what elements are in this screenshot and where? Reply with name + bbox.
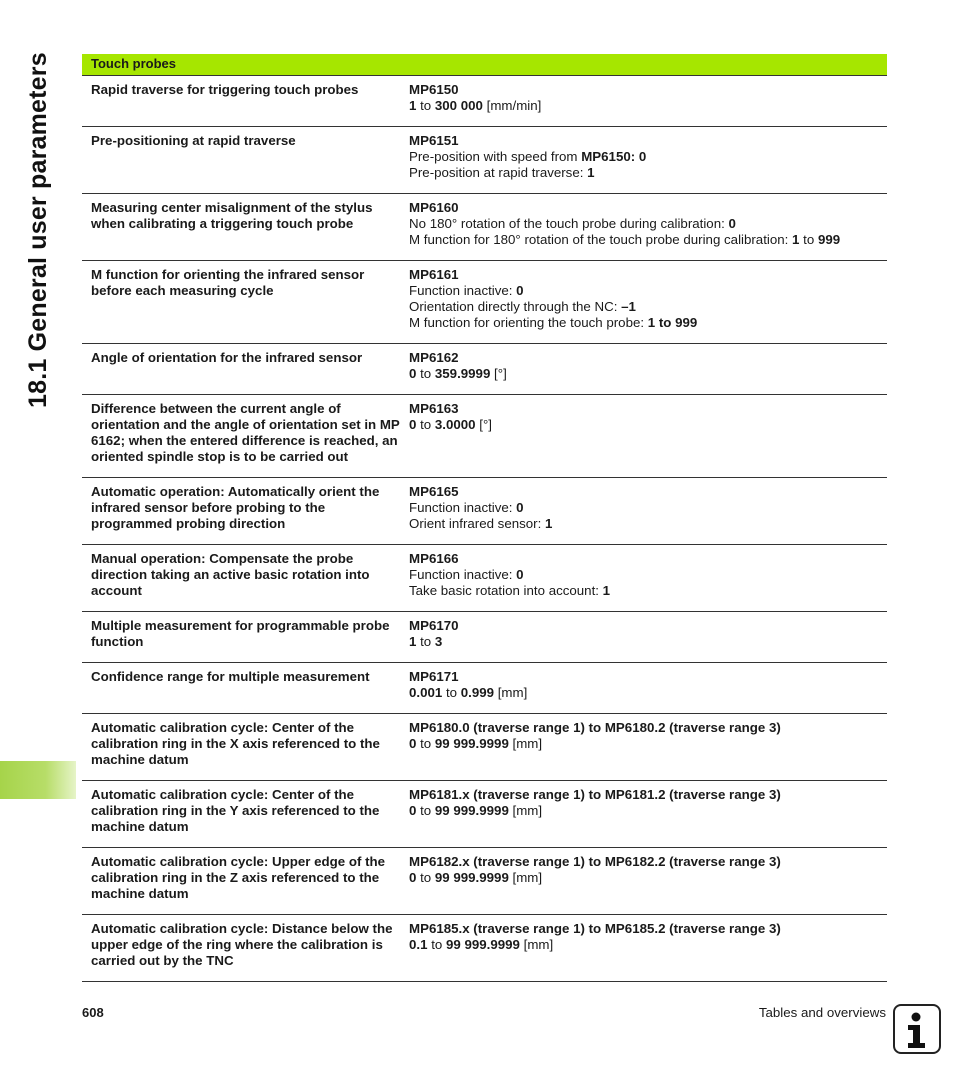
parameter-value-line [409,634,887,650]
value-text: to [442,685,461,700]
table-row [82,395,887,478]
value-text: [mm] [508,736,543,751]
parameter-value-line [409,516,887,532]
value-emphasis: 0.999 [460,685,495,700]
value-emphasis: 1 [602,583,611,598]
chapter-tab-marker [0,761,76,799]
value-emphasis: 0 [409,736,417,751]
parameter-value-line [409,315,887,331]
parameter-value-cell [400,76,887,126]
value-text: [mm/min] [482,98,542,113]
parameter-value-cell [400,478,887,544]
parameter-value-line [409,299,887,315]
table-row [82,714,887,781]
parameter-table [82,54,887,982]
table-row [82,261,887,344]
value-text: No 180° rotation of the touch probe during calibration: [409,216,729,231]
parameter-description: Angle of orientation for the infrared sensor [91,350,363,365]
parameter-description: Automatic calibration cycle: Center of the calibration ring in the X axis referenced to the machine datum [91,720,380,767]
parameter-description: Confidence range for multiple measurement [91,669,370,684]
parameter-value-cell [400,395,887,477]
parameter-value-cell [400,261,887,343]
parameter-value-line [409,149,887,165]
table-row [82,344,887,395]
table-row [82,781,887,848]
value-emphasis: 3.0000 [434,417,476,432]
machine-parameter-id: MP6170 [409,618,459,633]
parameter-value-line [409,232,887,248]
parameter-value-line [409,98,887,114]
value-text: to [416,803,435,818]
table-row [82,545,887,612]
value-text: [mm] [508,870,543,885]
table-row [82,194,887,261]
value-text: to [799,232,818,247]
table-row [82,663,887,714]
value-text: Function inactive: [409,283,517,298]
value-text: [mm] [508,803,543,818]
value-emphasis: MP6150: 0 [581,149,647,164]
value-text: to [427,937,446,952]
parameter-value-cell [400,848,887,914]
value-emphasis: 1 [587,165,595,180]
parameter-value-line [409,417,887,433]
parameter-value-line [409,216,887,232]
machine-parameter-id: MP6165 [409,484,459,499]
chapter-side-title [22,0,62,410]
value-emphasis: 1 [409,98,417,113]
value-emphasis: 300 000 [434,98,483,113]
value-emphasis: 999 [817,232,841,247]
parameter-value-line [409,366,887,382]
machine-parameter-id: MP6163 [409,401,459,416]
machine-parameter-id: MP6180.0 (traverse range 1) to MP6180.2 (traverse range 3) [409,720,781,735]
value-emphasis: 99 999.9999 [445,937,520,952]
table-row [82,76,887,127]
value-text: to [416,736,435,751]
machine-parameter-id: MP6185.x (traverse range 1) to MP6185.2 (traverse range 3) [409,921,781,936]
value-emphasis: 1 [544,516,553,531]
value-emphasis: 1 [409,634,417,649]
parameter-value-cell [400,545,887,611]
parameter-description: Multiple measurement for programmable probe function [91,618,390,649]
value-emphasis: 0.1 [409,937,428,952]
value-emphasis: 359.9999 [434,366,491,381]
parameter-description: Automatic calibration cycle: Center of the calibration ring in the Y axis referenced to the machine datum [91,787,380,834]
machine-parameter-id: MP6171 [409,669,459,684]
table-row [82,127,887,194]
value-text: M function for 180° rotation of the touch probe during calibration: [409,232,793,247]
parameter-value-line [409,937,887,953]
parameter-description: Measuring center misalignment of the stylus when calibrating a triggering touch probe [91,200,373,231]
value-emphasis: 0 [516,567,524,582]
machine-parameter-id: MP6162 [409,350,459,365]
machine-parameter-id: MP6160 [409,200,459,215]
parameter-value-cell [400,194,887,260]
value-text: Pre-position at rapid traverse: [409,165,588,180]
parameter-description: Pre-positioning at rapid traverse [91,133,296,148]
parameter-rows [82,76,887,982]
value-text: to [416,417,435,432]
table-row [82,612,887,663]
parameter-description: Manual operation: Compensate the probe direction taking an active basic rotation into account [91,551,370,598]
value-emphasis: 99 999.9999 [434,870,509,885]
parameter-value-line [409,803,887,819]
value-text: [°] [490,366,507,381]
info-icon-glyph [895,1006,939,1052]
value-emphasis: 0 [516,283,524,298]
value-emphasis: 0 [409,803,417,818]
value-text: to [416,366,435,381]
machine-parameter-id: MP6150 [409,82,459,97]
value-text: to [416,98,435,113]
table-row [82,848,887,915]
value-emphasis: 0 [728,216,736,231]
value-emphasis: 99 999.9999 [434,803,509,818]
table-row [82,915,887,982]
section-header: Touch probes [82,54,887,76]
value-text: Function inactive: [409,500,517,515]
value-text: [°] [475,417,492,432]
value-emphasis: 1 [792,232,800,247]
value-emphasis: 1 to 999 [647,315,698,330]
parameter-value-line [409,736,887,752]
parameter-description: Difference between the current angle of orientation and the angle of orientation set in MP 6162; when the entered difference is reached, an oriented spindle stop is to be carried out [91,401,400,464]
value-emphasis: 3 [434,634,443,649]
chapter-title: Tables and overviews [758,1005,886,1020]
parameter-description: Automatic operation: Automatically orient the infrared sensor before probing to the programmed probing direction [91,484,380,531]
parameter-value-cell [400,663,887,713]
parameter-description: M function for orienting the infrared sensor before each measuring cycle [91,267,365,298]
value-emphasis: 99 999.9999 [434,736,509,751]
parameter-value-line [409,165,887,181]
value-text: M function for orienting the touch probe: [409,315,648,330]
info-icon [893,1004,941,1054]
machine-parameter-id: MP6166 [409,551,459,566]
parameter-description: Automatic calibration cycle: Distance below the upper edge of the ring where the calibration is carried out by the TNC [91,921,393,968]
value-text: Function inactive: [409,567,517,582]
machine-parameter-id: MP6151 [409,133,459,148]
value-text: Orient infrared sensor: [409,516,545,531]
parameter-value-line [409,567,887,583]
value-text: Orientation directly through the NC: [409,299,622,314]
machine-parameter-id: MP6161 [409,267,459,282]
page-number: 608 [82,1005,104,1020]
parameter-value-line [409,583,887,599]
parameter-value-cell [400,127,887,193]
parameter-description: Automatic calibration cycle: Upper edge of the calibration ring in the Z axis referenced to the machine datum [91,854,386,901]
machine-parameter-id: MP6182.x (traverse range 1) to MP6182.2 (traverse range 3) [409,854,781,869]
parameter-value-line [409,500,887,516]
parameter-value-line [409,870,887,886]
value-emphasis: –1 [621,299,636,314]
value-text: to [416,634,435,649]
value-text: [mm] [519,937,554,952]
parameter-value-cell [400,344,887,394]
parameter-value-line [409,283,887,299]
value-emphasis: 0 [409,366,417,381]
value-text: Pre-position with speed from [409,149,582,164]
value-emphasis: 0 [409,417,417,432]
value-emphasis: 0 [516,500,524,515]
parameter-value-cell [400,714,887,780]
chapter-side-title-text: 18.1 General user parameters [24,52,52,408]
parameter-description: Rapid traverse for triggering touch probes [91,82,359,97]
value-text: [mm] [494,685,528,700]
parameter-value-cell [400,612,887,662]
value-text: Take basic rotation into account: [409,583,603,598]
parameter-value-cell [400,915,887,981]
parameter-value-line [409,685,887,701]
value-text: to [416,870,435,885]
value-emphasis: 0 [409,870,417,885]
machine-parameter-id: MP6181.x (traverse range 1) to MP6181.2 (traverse range 3) [409,787,781,802]
parameter-value-cell [400,781,887,847]
table-row [82,478,887,545]
value-emphasis: 0.001 [409,685,443,700]
